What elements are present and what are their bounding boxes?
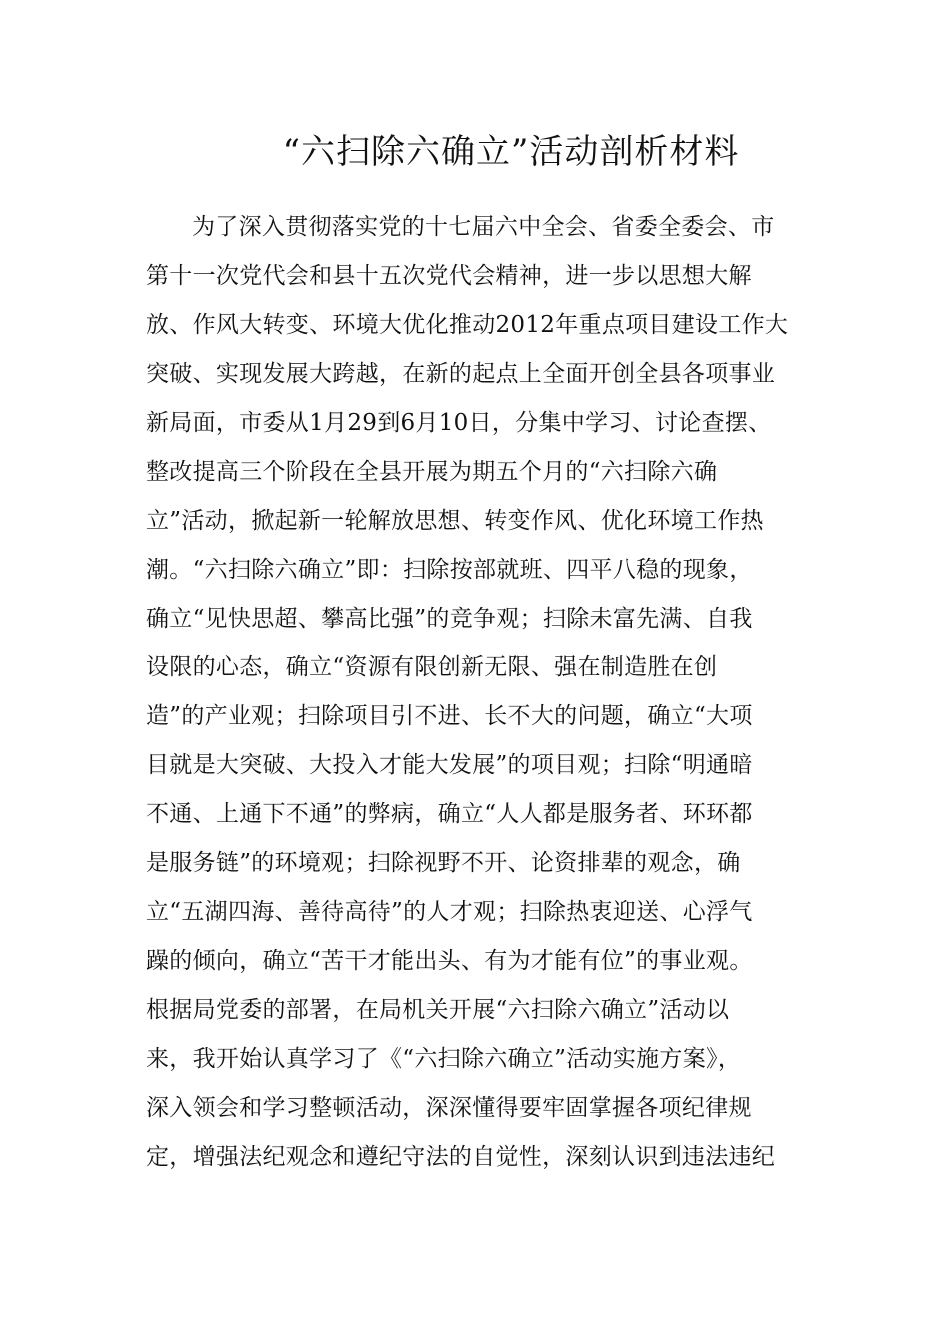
body-line: 突破、实现发展大跨越，在新的起点上全面开创全县各项事业	[146, 360, 776, 387]
body-line: 是服务链”的环境观；扫除视野不开、论资排辈的观念，确	[146, 850, 741, 877]
document-title: “六扫除六确立”活动剖析材料	[282, 132, 740, 172]
body-line: 不通、上通下不通”的弊病，确立“人人都是服务者、环环都	[146, 801, 753, 828]
body-line: 定，增强法纪观念和遵纪守法的自觉性，深刻认识到违法违纪	[146, 1143, 776, 1170]
body-line: 新局面，市委从1月29到6月10日，分集中学习、讨论查摆、	[146, 409, 772, 436]
body-line: 目就是大突破、大投入才能大发展”的项目观；扫除“明通暗	[146, 752, 753, 779]
body-line: 设限的心态，确立“资源有限创新无限、强在制造胜在创	[146, 654, 718, 681]
body-line: 躁的倾向，确立“苦干才能出头、有为才能有位”的事业观。	[146, 948, 753, 975]
body-line: 造”的产业观；扫除项目引不进、长不大的问题，确立“大项	[146, 703, 753, 730]
body-line: 第十一次党代会和县十五次党代会精神，进一步以思想大解	[146, 262, 752, 289]
body-line: 潮。“六扫除六确立”即：扫除按部就班、四平八稳的现象，	[146, 556, 753, 583]
body-line: 深入领会和学习整顿活动，深深懂得要牢固掌握各项纪律规	[146, 1094, 752, 1121]
body-line: 确立“见快思超、攀高比强”的竞争观；扫除未富先满、自我	[146, 605, 753, 632]
body-line: 立”活动，掀起新一轮解放思想、转变作风、优化环境工作热	[146, 507, 764, 534]
body-line: 根据局党委的部署，在局机关开展“六扫除六确立”活动以	[146, 997, 730, 1023]
body-line: 放、作风大转变、环境大优化推动2012年重点项目建设工作大	[146, 311, 789, 338]
body-line: 为了深入贯彻落实党的十七届六中全会、省委全委会、市	[192, 214, 775, 240]
body-line: 整改提高三个阶段在全县开展为期五个月的“六扫除六确	[146, 458, 718, 485]
body-line: 来，我开始认真学习了《“六扫除六确立”活动实施方案》，	[146, 1045, 742, 1072]
body-line: 立“五湖四海、善待高待”的人才观；扫除热衷迎送、心浮气	[146, 899, 753, 926]
document-body	[146, 203, 806, 1182]
